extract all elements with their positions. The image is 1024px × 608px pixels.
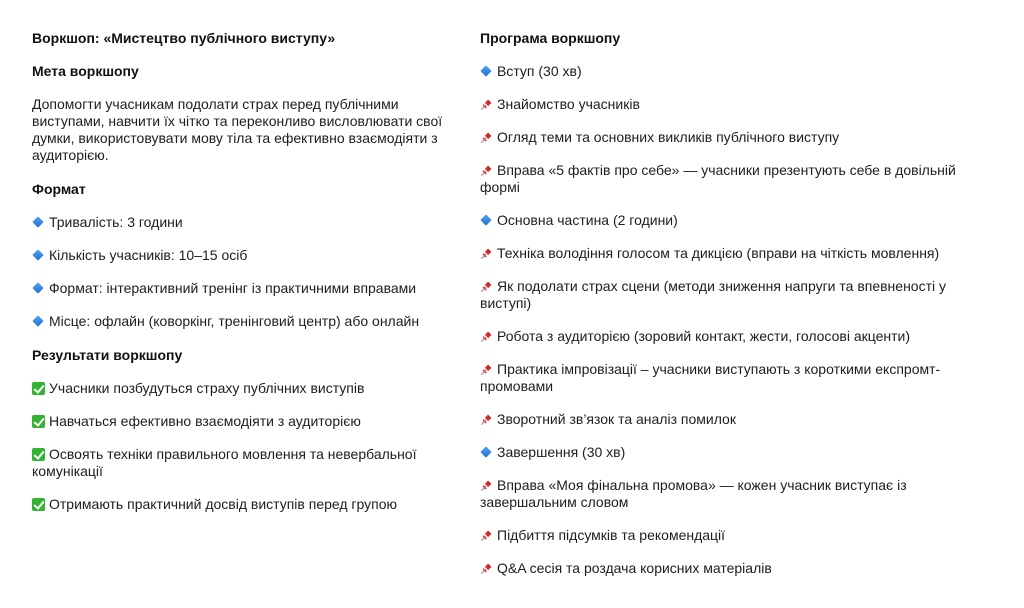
program-item-text: Вправа «Моя фінальна промова» — кожен учасник виступає із завершальним словом	[480, 477, 907, 510]
pushpin-icon	[480, 247, 493, 260]
blue-diamond-icon	[32, 249, 45, 262]
program-item-text: Завершення (30 хв)	[497, 444, 626, 460]
result-item	[32, 446, 452, 480]
result-item-text: Освоять техніки правильного мовлення та невербальної комунікації	[32, 446, 417, 479]
result-item	[32, 380, 452, 397]
document-title: Воркшоп: «Мистецтво публічного виступу»	[32, 30, 336, 46]
program-item-text: Знайомство учасників	[497, 96, 640, 112]
program-item-text: Зворотний зв’язок та аналіз помилок	[497, 411, 736, 427]
program-item-text: Огляд теми та основних викликів публічного виступу	[497, 129, 840, 145]
blue-diamond-icon	[32, 216, 45, 229]
pushpin-icon	[480, 479, 493, 492]
program-item	[480, 477, 995, 511]
result-item-text: Учасники позбудуться страху публічних виступів	[49, 380, 365, 396]
left-column	[32, 30, 452, 529]
check-mark-icon	[32, 415, 45, 428]
format-item-text: Кількість учасників: 10–15 осіб	[49, 247, 248, 263]
program-item-text: Вступ (30 хв)	[497, 63, 582, 79]
pushpin-icon	[480, 98, 493, 111]
blue-diamond-icon	[480, 446, 493, 459]
format-item	[32, 247, 452, 264]
program-item	[480, 411, 995, 428]
format-item-text: Місце: офлайн (коворкінг, тренінговий центр) або онлайн	[49, 313, 420, 329]
pushpin-icon	[480, 280, 493, 293]
right-column	[480, 30, 995, 593]
pushpin-icon	[480, 413, 493, 426]
program-item	[480, 96, 995, 113]
results-heading: Результати воркшопу	[32, 347, 183, 363]
pushpin-icon	[480, 529, 493, 542]
format-item	[32, 214, 452, 231]
program-item	[480, 444, 995, 461]
result-item	[32, 496, 452, 513]
pushpin-icon	[480, 363, 493, 376]
goal-heading: Мета воркшопу	[32, 63, 139, 79]
format-item-text: Формат: інтерактивний тренінг із практичними вправами	[49, 280, 417, 296]
pushpin-icon	[480, 131, 493, 144]
program-item	[480, 328, 995, 345]
check-mark-icon	[32, 448, 45, 461]
check-mark-icon	[32, 498, 45, 511]
program-item	[480, 162, 995, 196]
program-item-text: Як подолати страх сцени (методи зниження напруги та впевненості у виступі)	[480, 278, 947, 311]
blue-diamond-icon	[32, 315, 45, 328]
goal-text: Допомогти учасникам подолати страх перед публічними виступами, навчити їх чітко та переконливо висловлювати свої думки, використовувати мову тіла та ефективно взаємодіяти з аудиторією.	[32, 96, 443, 163]
program-item	[480, 63, 995, 80]
program-item	[480, 560, 995, 577]
program-item-text: Робота з аудиторією (зоровий контакт, жести, голосові акценти)	[497, 328, 910, 344]
program-item	[480, 245, 995, 262]
result-item	[32, 413, 452, 430]
program-item	[480, 527, 995, 544]
format-item-text: Тривалість: 3 години	[49, 214, 183, 230]
blue-diamond-icon	[480, 214, 493, 227]
program-heading: Програма воркшопу	[480, 30, 621, 46]
program-item-text: Q&A сесія та роздача корисних матеріалів	[497, 560, 772, 576]
check-mark-icon	[32, 382, 45, 395]
program-item-text: Основна частина (2 години)	[497, 212, 678, 228]
program-item-text: Практика імпровізації – учасники виступають з короткими експромт-промовами	[480, 361, 941, 394]
blue-diamond-icon	[480, 65, 493, 78]
format-item	[32, 313, 452, 330]
pushpin-icon	[480, 164, 493, 177]
program-item	[480, 129, 995, 146]
result-item-text: Отримають практичний досвід виступів перед групою	[49, 496, 398, 512]
program-item	[480, 212, 995, 229]
format-item	[32, 280, 452, 297]
program-item-text: Вправа «5 фактів про себе» — учасники презентують себе в довільній формі	[480, 162, 956, 195]
program-item-text: Підбиття підсумків та рекомендації	[497, 527, 726, 543]
format-heading: Формат	[32, 181, 86, 197]
result-item-text: Навчаться ефективно взаємодіяти з аудиторією	[49, 413, 361, 429]
program-item	[480, 278, 995, 312]
program-item	[480, 361, 995, 395]
program-item-text: Техніка володіння голосом та дикцією (вправи на чіткість мовлення)	[497, 245, 940, 261]
pushpin-icon	[480, 330, 493, 343]
program-list	[480, 63, 995, 577]
blue-diamond-icon	[32, 282, 45, 295]
pushpin-icon	[480, 562, 493, 575]
